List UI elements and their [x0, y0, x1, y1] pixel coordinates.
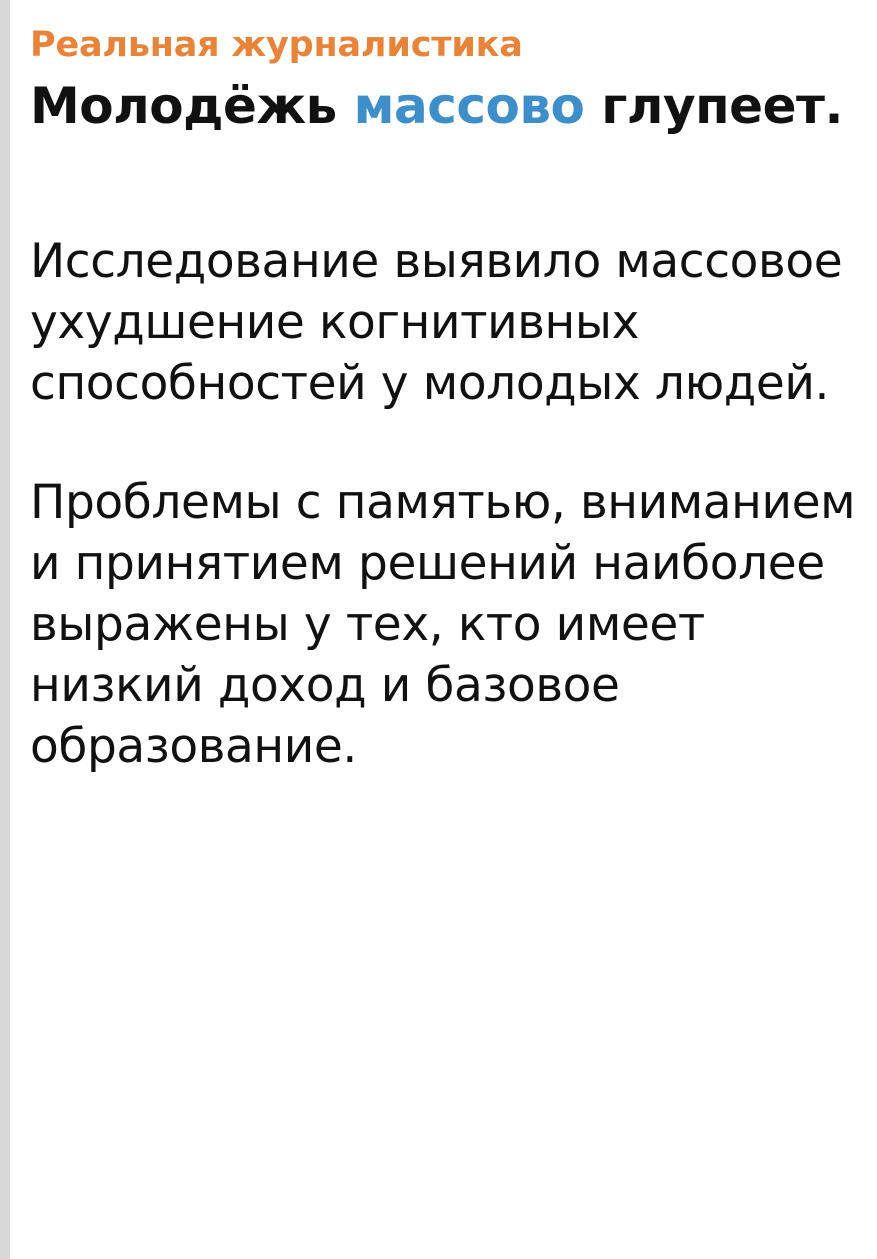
- article-kicker: Реальная журналистика: [30, 25, 523, 65]
- headline-part-2: глупеет.: [584, 76, 843, 135]
- article-paragraph: Проблемы с памятью, вниманием и принятием решений наиболее выражены у тех, кто имеет низкий доход и базовое образование.: [30, 474, 856, 775]
- headline-accent-word: массово: [353, 76, 585, 135]
- left-edge-bar: [0, 0, 10, 1259]
- article-paragraph: Исследование выявило массовое ухудшение когнитивных способностей у молодых людей.: [30, 233, 843, 411]
- headline-part-1: Молодёжь: [30, 76, 354, 135]
- article-content: [30, 0, 867, 824]
- page-title: [30, 77, 867, 136]
